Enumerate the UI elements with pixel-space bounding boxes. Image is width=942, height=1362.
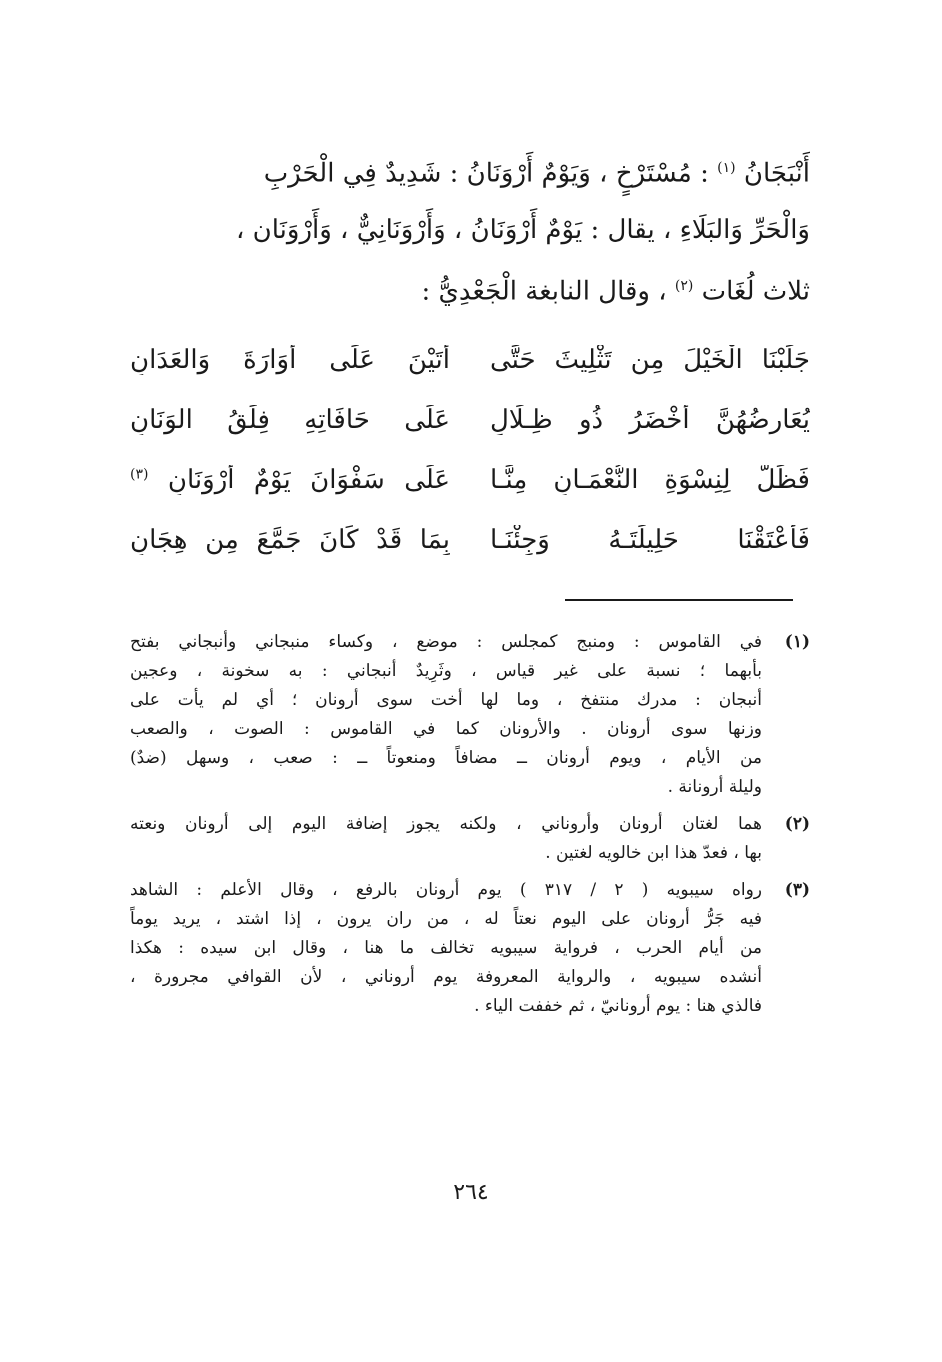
footnote-line: وليلة أرونانة . xyxy=(667,777,762,797)
main-text-line-3-end: ، وقال النابغة الْجَعْدِيُّ : xyxy=(421,276,667,307)
verse-second-hemistich xyxy=(130,465,450,495)
footnote-number: (٣) xyxy=(784,880,810,900)
footnote-reference-1: (١) xyxy=(717,160,736,176)
poem xyxy=(130,330,810,570)
footnote-1 xyxy=(130,628,810,802)
footnote-line: فيه جَرُّ أرونان على اليوم نعتاً له ، من ران يرون ، إذا اشتد ، يريد يوماً xyxy=(130,909,762,929)
footnote-divider xyxy=(565,599,793,601)
footnotes xyxy=(130,628,810,1029)
footnote-2 xyxy=(130,810,810,868)
footnote-reference-3: (٣) xyxy=(130,466,149,483)
main-text xyxy=(130,140,810,319)
footnote-line: من أيام الحرب ، فرواية سيبويه تخالف ما هنا ، وقال ابن سيده : هكذا xyxy=(130,938,762,958)
footnote-line: بها ، فعدّ هذا ابن خالويه لغتين . xyxy=(545,843,762,863)
footnote-body xyxy=(130,876,762,1021)
verse-second-hemistich: أَتَيْنَ عَلَى أُوَارَةَ وَالعَدَانِ xyxy=(130,345,450,375)
page-number: ٢٦٤ xyxy=(453,1180,489,1205)
verse-second-hemistich-text: عَلَى سَفْوَانَ يَوْمٌ أَرْوَنَانِ xyxy=(167,465,450,495)
footnote-reference-2: (٢) xyxy=(674,277,694,294)
main-text-line-1-start: أَنْبَجَانُ xyxy=(743,158,810,189)
footnote-line: بأبهما ؛ نسبة على غير قياس ، وثَرِيدٌ أنبجاني : به سخونة ، وعجين xyxy=(130,661,762,681)
footnote-line: رواه سيبويه ( ٢ / ٣١٧ ) يوم أرونان بالرفع ، وقال الأعلم : الشاهد xyxy=(130,880,762,900)
verse-second-hemistich: عَلَى حَافَاتِهِ فِلَقُ الوَنَانِ xyxy=(130,405,450,435)
main-text-line-3 xyxy=(130,258,810,320)
footnote-line: في القاموس : ومنبج كمجلس : موضع ، وكساء منبجاني وأنبجاني بفتح xyxy=(130,632,762,652)
verse-first-hemistich: فَأَعْتَقْنَا حَلِيلَتَـهُ وَجِئْنَـا xyxy=(490,525,810,555)
main-text-line-1 xyxy=(130,140,810,202)
poem-verse xyxy=(130,510,810,570)
poem-verse xyxy=(130,330,810,390)
footnote-body xyxy=(130,628,762,802)
main-text-line-2: وَالْحَرِّ وَالبَلَاءِ ، يقال : يَوْمٌ أَرْوَنَانُ ، وَأَرْوَنَانِيٌّ ، وَأَرْوَنَان ، xyxy=(235,214,810,245)
poem-verse xyxy=(130,450,810,510)
footnote-line: فالذي هنا : يوم أرونانيّ ، ثم خففت الياء . xyxy=(474,996,762,1016)
footnote-line: وزنها سوى أرونان . والأرونان كما في القاموس : الصوت ، والصعب xyxy=(130,719,762,739)
footnote-line: هما لغتان أرونان وأروناني ، ولكنه يجوز إضافة اليوم إلى أرونان ونعته xyxy=(130,814,762,834)
verse-first-hemistich: يُعَارِضُهُنَّ أَخْضَرُ ذُو ظِـلَالٍ xyxy=(490,405,810,435)
footnote-line: أنشده سيبويه ، والرواية المعروفة يوم أروناني ، لأن القوافي مجرورة ، xyxy=(130,967,762,987)
verse-second-hemistich: بِمَا قَدْ كَانَ جَمَّعَ مِن هِجَانِ xyxy=(130,525,450,555)
footnote-3 xyxy=(130,876,810,1021)
footnote-line: أنبجان : مدرك منتفخ ، وما لها أخت سوى أرونان ؛ أي لم يأت على xyxy=(130,690,762,710)
verse-first-hemistich: جَلَبْنَا الْخَيْلَ مِن تَثْلِيثَ حَتَّى xyxy=(490,345,810,375)
footnote-body xyxy=(130,810,762,868)
main-text-line-1-end: : مُسْتَرْخٍ ، وَيَوْمٌ أَرْوَنَانُ : شَدِيدٌ فِي الْحَرْبِ xyxy=(263,158,709,189)
poem-verse xyxy=(130,390,810,450)
footnote-line: من الأيام ، ويوم أرونان ــ مضافاً ومنعوتاً ــ : صعب ، وسهل (ضدٌ) xyxy=(130,748,762,768)
footnote-number: (٢) xyxy=(784,814,810,834)
verse-first-hemistich: فَظَلَّ لِنِسْوَةِ النُّعْمَـانِ مِنَّـا xyxy=(490,465,810,495)
main-text-line-3-start: ثلاث لُغَات xyxy=(701,276,810,307)
footnote-number: (١) xyxy=(784,632,810,652)
